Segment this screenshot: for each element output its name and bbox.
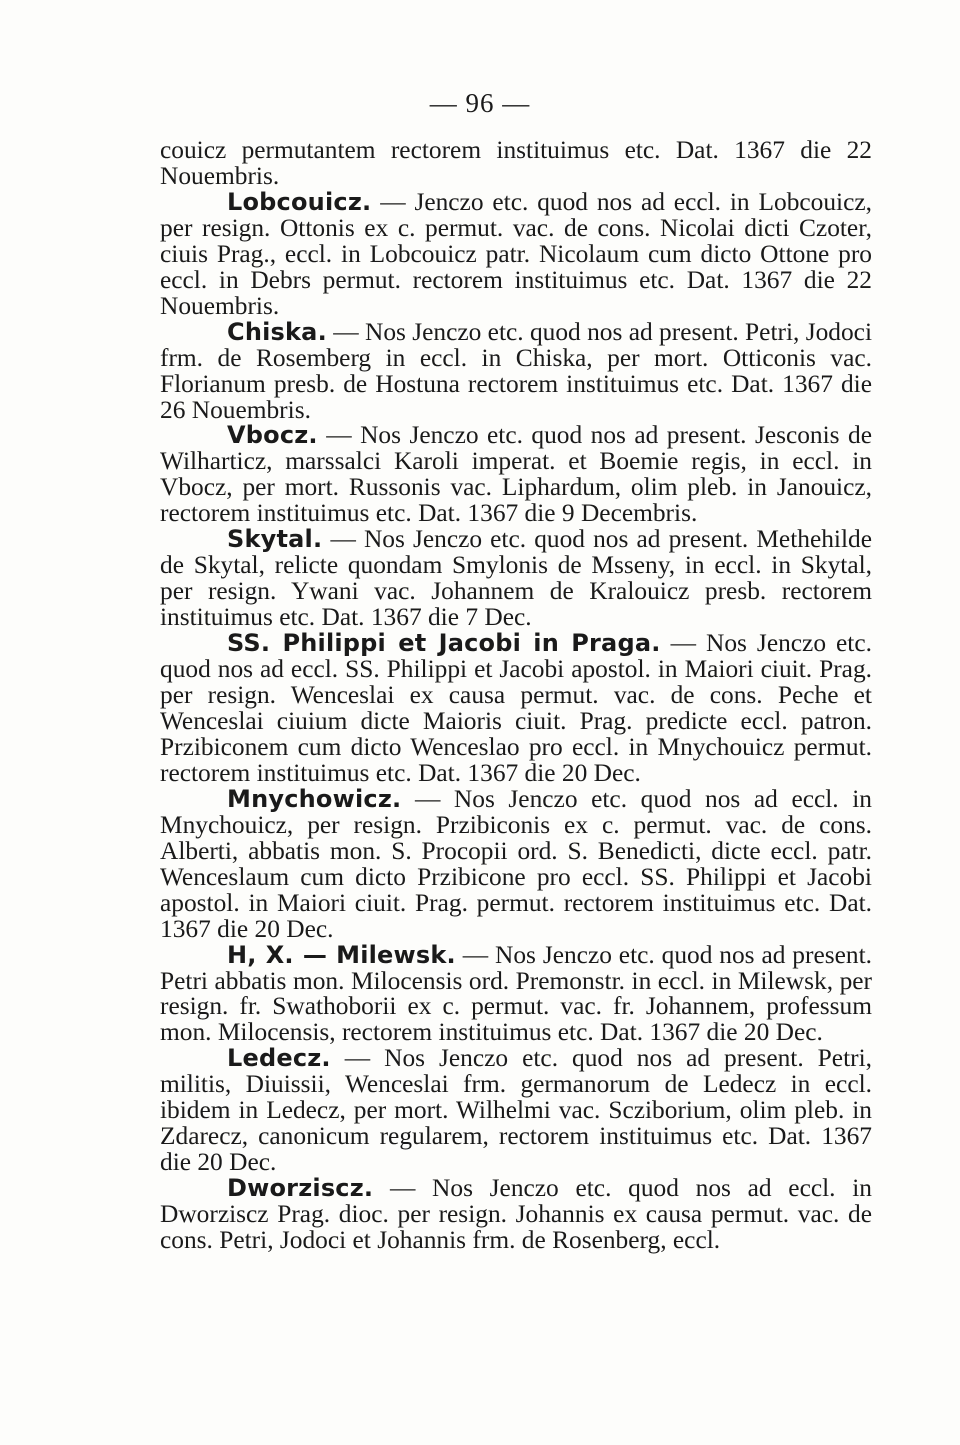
entry-heading: Dworziscz.	[227, 1174, 374, 1203]
entry-heading: Skytal.	[227, 525, 323, 554]
entry-text: — Jenczo etc. quod nos ad eccl. in Lobcouicz, per resign. Ottonis ex c. permut. vac. de cons. Nicolai dicti Czoter, ciuis Prag., eccl. in Lobcouicz patr. Nicolaum cum dicto Ottone pro eccl. in Debrs permut. rectorem instituimus etc. Dat. 1367 die 22 Nouembris.	[160, 187, 872, 320]
body-text	[160, 138, 872, 1254]
entry-text: — Nos Jenczo etc. quod nos ad eccl. in Dworziscz Prag. dioc. per resign. Johannis ex causa permut. vac. de cons. Petri, Jodoci et Johannis frm. de Rosenberg, eccl.	[160, 1174, 872, 1255]
entry-milewsk	[160, 940, 872, 1047]
entry-text: — Nos Jenczo etc. quod nos ad present. Petri, militis, Diuissii, Wenceslai frm. germanorum de Ledecz in eccl. ibidem in Ledecz, per mort. Wilhelmi vac. Scziborium, olim pleb. in Zdarecz, canonicum regularem, rectorem instituimus etc. Dat. 1367 die 20 Dec.	[160, 1044, 872, 1177]
entry-text: — Nos Jenczo etc. quod nos ad present. Petri, Jodoci frm. de Rosemberg in eccl. in Chiska, per mort. Otticonis vac. Florianum presb. de Hostuna rectorem instituimus etc. Dat. 1367 die 26 Nouembris.	[160, 317, 872, 424]
entry-mnychowicz	[160, 784, 872, 943]
entry-text: — Nos Jenczo etc. quod nos ad present. Jesconis de Wilharticz, marssalci Karoli imperat. et Boemie regis, in eccl. in Vbocz, per mort. Russonis vac. Liphardum, olim pleb. in Janouicz, rectorem instituimus etc. Dat. 1367 die 9 Decembris.	[160, 421, 872, 528]
entry-chiska	[160, 317, 872, 424]
entry-vbocz	[160, 423, 872, 527]
entry-dworziscz	[160, 1176, 872, 1254]
entry-text: — Nos Jenczo etc. quod nos ad eccl. in Mnychouicz, per resign. Przibiconis ex c. permut. vac. de cons. Alberti, abbatis mon. S. Procopii ord. S. Benedicti, dicte eccl. patr. Wenceslaum cum dicto Przibicone pro eccl. SS. Philippi et Jacobi apostol. in Maiori ciuit. Prag. permut. rectorem instituimus etc. Dat. 1367 die 20 Dec.	[160, 784, 872, 943]
entry-heading: Chiska.	[227, 317, 327, 346]
entry-lobcouicz	[160, 187, 872, 320]
entry-heading: SS. Philippi et Jacobi in Praga.	[227, 629, 661, 658]
entry-text: — Nos Jenczo etc. quod nos ad eccl. SS. Philippi et Jacobi apostol. in Maiori ciuit. Prag. per resign. Wenceslai ex causa permut. vac. de cons. Peche et Wenceslai ciuium dicte Maioris ciuit. Prag. predicte eccl. patron. Przibiconem cum dicto Wenceslao pro eccl. in Mnychouicz permut. rectorem instituimus etc. Dat. 1367 die 20 Dec.	[160, 629, 872, 787]
entry-heading: Vbocz.	[227, 421, 318, 450]
entry-text: — Nos Jenczo etc. quod nos ad present. Methehilde de Skytal, relicte quondam Smylonis de Msseny, in eccl. in Skytal, per resign. Ywani vac. Johannem de Kralouicz presb. rectorem instituimus etc. Dat. 1367 die 7 Dec.	[160, 525, 872, 632]
entry-heading: Ledecz.	[227, 1044, 331, 1073]
entry-heading: Lobcouicz.	[227, 187, 372, 216]
entry-heading: H, X. — Milewsk.	[227, 940, 456, 969]
entry-skytal	[160, 527, 872, 631]
paragraph-continuation	[160, 138, 872, 190]
paragraph-text: couicz permutantem rectorem instituimus etc. Dat. 1367 die 22 Nouembris.	[160, 136, 872, 190]
entry-ss-philippi-et-jacobi	[160, 631, 872, 787]
entry-ledecz	[160, 1046, 872, 1176]
entry-heading: Mnychowicz.	[227, 784, 402, 813]
page-number: — 96 —	[429, 88, 531, 118]
entry-text: — Nos Jenczo etc. quod nos ad present. Petri abbatis mon. Milocensis ord. Premonstr. in eccl. in Milewsk, per resign. fr. Swathoborii ex c. permut. vac. fr. Johannem, professum mon. Milocensis, rectorem instituimus etc. Dat. 1367 die 20 Dec.	[160, 940, 872, 1047]
